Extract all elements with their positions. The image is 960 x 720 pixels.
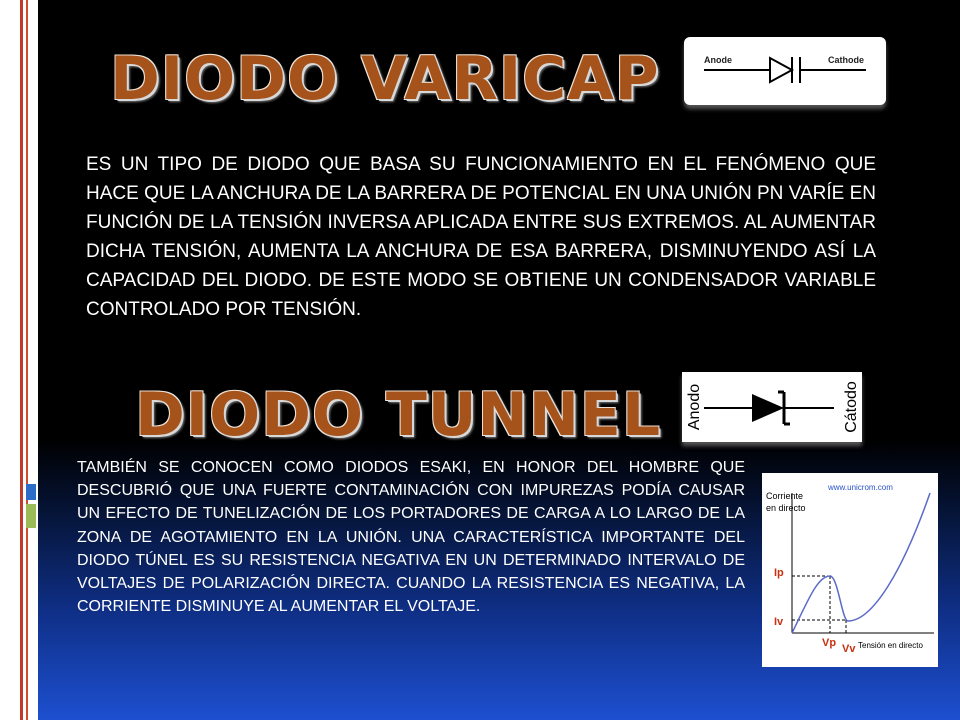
graph-url-label: www.unicrom.com bbox=[828, 483, 893, 492]
graph-iv-label: Iv bbox=[774, 616, 784, 628]
title-varicap: DIODO VARICAP bbox=[110, 44, 660, 114]
tunnel-diode-symbol bbox=[682, 372, 862, 442]
tunnel-cathode-label: Cátodo bbox=[842, 381, 860, 433]
varicap-cathode-label: Cathode bbox=[828, 55, 864, 65]
graph-ylabel-line1: Corriente bbox=[766, 491, 804, 501]
tunnel-anode-label: Anodo bbox=[686, 383, 704, 431]
sidebar-stripe bbox=[20, 0, 23, 720]
sidebar-square-green bbox=[26, 504, 36, 528]
tunnel-description: TAMBIÉN SE CONOCEN COMO DIODOS ESAKI, EN HONOR DEL HOMBRE QUE DESCUBRIÓ QUE UNA FUERTE CONTAMINACIÓN CON IMPUREZAS PODÍA CAUSAR UN EFECTO DE TUNELIZACIÓN DE LOS PORTADORES DE CARGA A LO LARGO DE LA ZONA DE AGOTAMIENTO EN LA UNIÓN. UNA CARACTERÍSTICA IMPORTANTE DEL DIODO TÚNEL ES SU RESISTENCIA NEGATIVA EN UN DETERMINADO INTERVALO DE VOLTAJES DE POLARIZACIÓN DIRECTA. CUANDO LA RESISTENCIA ES NEGATIVA, LA CORRIENTE DISMINUYE AL AUMENTAR EL VOLTAJE. bbox=[77, 459, 745, 616]
varicap-symbol-image bbox=[684, 37, 886, 105]
tunnel-characteristic-graph bbox=[762, 473, 938, 667]
graph-xlabel: Tensión en directo bbox=[858, 641, 923, 650]
title-tunnel: DIODO TUNNEL bbox=[135, 380, 662, 450]
sidebar-stripe bbox=[26, 0, 28, 720]
tunnel-iv-curve bbox=[792, 493, 930, 633]
varicap-diode-symbol bbox=[684, 37, 886, 105]
varicap-anode-label: Anode bbox=[704, 55, 732, 65]
tunnel-symbol-image bbox=[682, 372, 862, 442]
graph-ip-label: Ip bbox=[774, 567, 784, 579]
sidebar-square-blue bbox=[26, 484, 36, 500]
graph-ylabel-line2: en directo bbox=[766, 503, 806, 513]
graph-vp-label: Vp bbox=[822, 637, 837, 649]
graph-vv-label: Vv bbox=[842, 643, 856, 655]
slide-sidebar bbox=[0, 0, 38, 720]
varicap-description: ES UN TIPO DE DIODO QUE BASA SU FUNCIONAMIENTO EN EL FENÓMENO QUE HACE QUE LA ANCHURA DE LA BARRERA DE POTENCIAL EN UNA UNIÓN PN VARÍE EN FUNCIÓN DE LA TENSIÓN INVERSA APLICADA ENTRE SUS EXTREMOS. AL AUMENTAR DICHA TENSIÓN, AUMENTA LA ANCHURA DE ESA BARRERA, DISMINUYENDO ASÍ LA CAPACIDAD DEL DIODO. DE ESTE MODO SE OBTIENE UN CONDENSADOR VARIABLE CONTROLADO POR TENSIÓN. bbox=[86, 154, 876, 320]
